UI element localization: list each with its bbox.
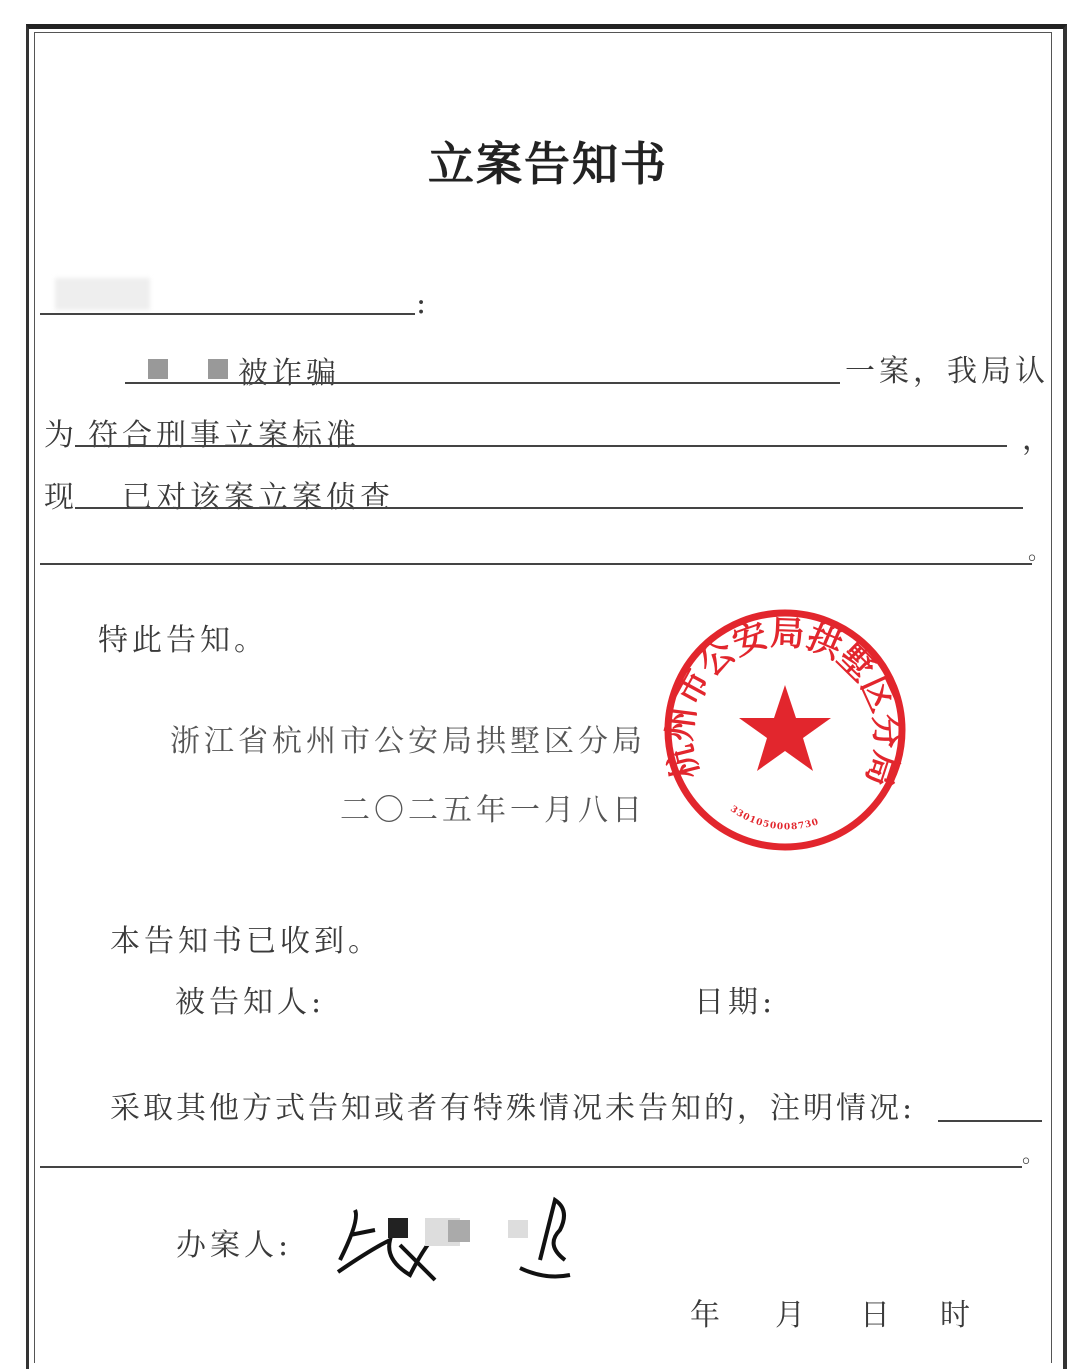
case-name: 被诈骗 xyxy=(238,356,340,391)
document-title: 立案告知书 xyxy=(428,137,668,191)
line2-suffix: ， xyxy=(1022,422,1056,457)
date-label: 日期: xyxy=(694,985,777,1020)
seal-number: 3301050008730 xyxy=(728,804,821,833)
received-text: 本告知书已收到。 xyxy=(110,924,382,959)
footer-month: 月 xyxy=(775,1298,809,1333)
seal-text: 杭州市公安局拱墅区分局 xyxy=(660,613,908,792)
line3-prefix: 现 xyxy=(44,480,78,515)
other-suffix: 。 xyxy=(1022,1143,1049,1168)
issue-date: 二〇二五年一月八日 xyxy=(340,793,646,828)
issuer-name: 浙江省杭州市公安局拱墅区分局 xyxy=(170,724,646,759)
case-suffix: 一案，我局认 xyxy=(845,354,1049,389)
recipient-colon: : xyxy=(416,286,431,321)
line2-value: 符合刑事立案标准 xyxy=(88,418,360,453)
official-seal xyxy=(660,605,910,855)
footer-hour: 时 xyxy=(940,1298,974,1333)
redacted-mark xyxy=(208,359,228,379)
case-underline xyxy=(125,382,840,384)
line2-underline xyxy=(75,445,1007,447)
other-method-label: 采取其他方式告知或者有特殊情况未告知的，注明情况: xyxy=(110,1091,916,1126)
redacted-mark xyxy=(148,359,168,379)
redacted-recipient xyxy=(55,278,150,310)
notified-person-label: 被告知人: xyxy=(175,985,326,1020)
line4-underline xyxy=(40,563,1032,565)
star-icon xyxy=(739,685,831,771)
handler-label: 办案人: xyxy=(176,1228,293,1263)
footer-day: 日 xyxy=(860,1298,894,1333)
handler-signature xyxy=(330,1190,590,1285)
other-method-underline xyxy=(938,1120,1042,1122)
notice-text: 特此告知。 xyxy=(98,623,268,658)
recipient-underline xyxy=(40,313,415,315)
line3-underline xyxy=(75,507,1023,509)
other-method-underline-2 xyxy=(40,1166,1022,1168)
line2-prefix: 为 xyxy=(44,418,78,453)
footer-year: 年 xyxy=(690,1298,724,1333)
line4-suffix: 。 xyxy=(1028,540,1055,565)
line3-value: 已对该案立案侦查 xyxy=(122,480,394,515)
